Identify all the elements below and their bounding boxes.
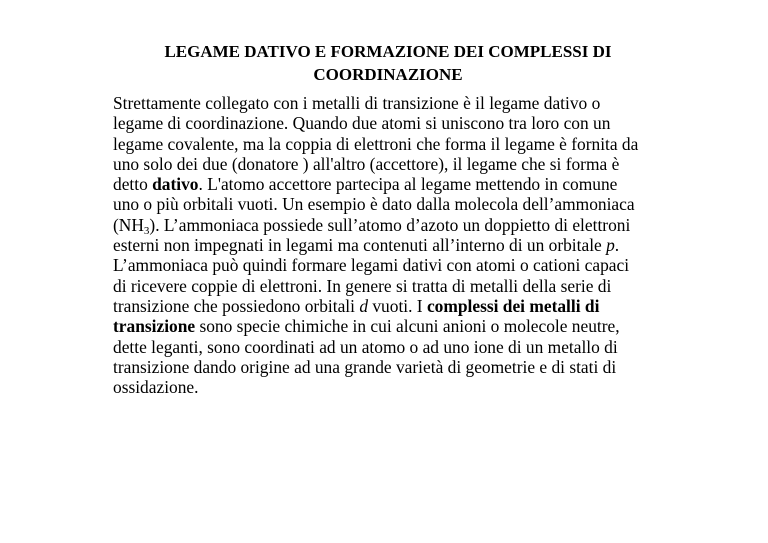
text-line: L’ammoniaca può quindi formare legami dativi con atomi o cationi capaci <box>113 255 630 276</box>
text-run: transizione che possiedono orbitali <box>113 295 360 316</box>
title-line-1: LEGAME DATIVO E FORMAZIONE DEI COMPLESSI DI <box>164 42 612 61</box>
text-line <box>113 296 673 316</box>
text-line: uno solo dei due (donatore ) all'altro (accettore), il legame che si forma è <box>113 153 620 174</box>
italic-term-p: p <box>606 235 615 256</box>
body-paragraph <box>113 93 673 397</box>
text-run: vuoti. I <box>368 295 427 316</box>
text-run: detto <box>113 174 153 195</box>
text-run: . L'atomo accettore partecipa al legame mettendo in comune <box>198 174 618 195</box>
text-line <box>113 235 673 255</box>
text-line: dette leganti, sono coordinati ad un atomo o ad uno ione di un metallo di <box>113 336 618 357</box>
subscript: 3 <box>143 224 150 237</box>
text-line <box>113 316 673 336</box>
text-run: esterni non impegnati in legami ma contenuti all’interno di un orbitale <box>113 235 607 256</box>
term-complessi: complessi dei metalli di <box>426 295 600 316</box>
text-line: Strettamente collegato con i metalli di transizione è il legame dativo o <box>113 93 601 113</box>
italic-term-d: d <box>359 295 369 316</box>
text-run: ). L’ammoniaca possiede sull’atomo d’azoto un doppietto di elettroni <box>149 214 631 235</box>
text-line <box>113 215 673 235</box>
text-line: transizione dando origine ad una grande varietà di geometrie e di stati di <box>113 356 617 377</box>
text-run: . <box>614 235 620 256</box>
title-line-2: COORDINAZIONE <box>313 65 463 84</box>
text-line: uno o più orbitali vuoti. Un esempio è dato dalla molecola dell’ammoniaca <box>113 194 635 215</box>
text-line: ossidazione. <box>113 377 199 398</box>
text-run: (NH <box>113 214 144 235</box>
page-title <box>100 40 676 86</box>
text-line: legame di coordinazione. Quando due atomi si uniscono tra loro con un <box>113 113 611 134</box>
text-line: di ricevere coppie di elettroni. In genere si tratta di metalli della serie di <box>113 275 612 296</box>
text-line: legame covalente, ma la coppia di elettroni che forma il legame è fornita da <box>113 133 639 154</box>
term-dativo: dativo <box>152 174 199 195</box>
text-line <box>113 174 673 194</box>
text-run: sono specie chimiche in cui alcuni anioni o molecole neutre, <box>195 316 620 337</box>
term-transizione: transizione <box>113 316 196 337</box>
